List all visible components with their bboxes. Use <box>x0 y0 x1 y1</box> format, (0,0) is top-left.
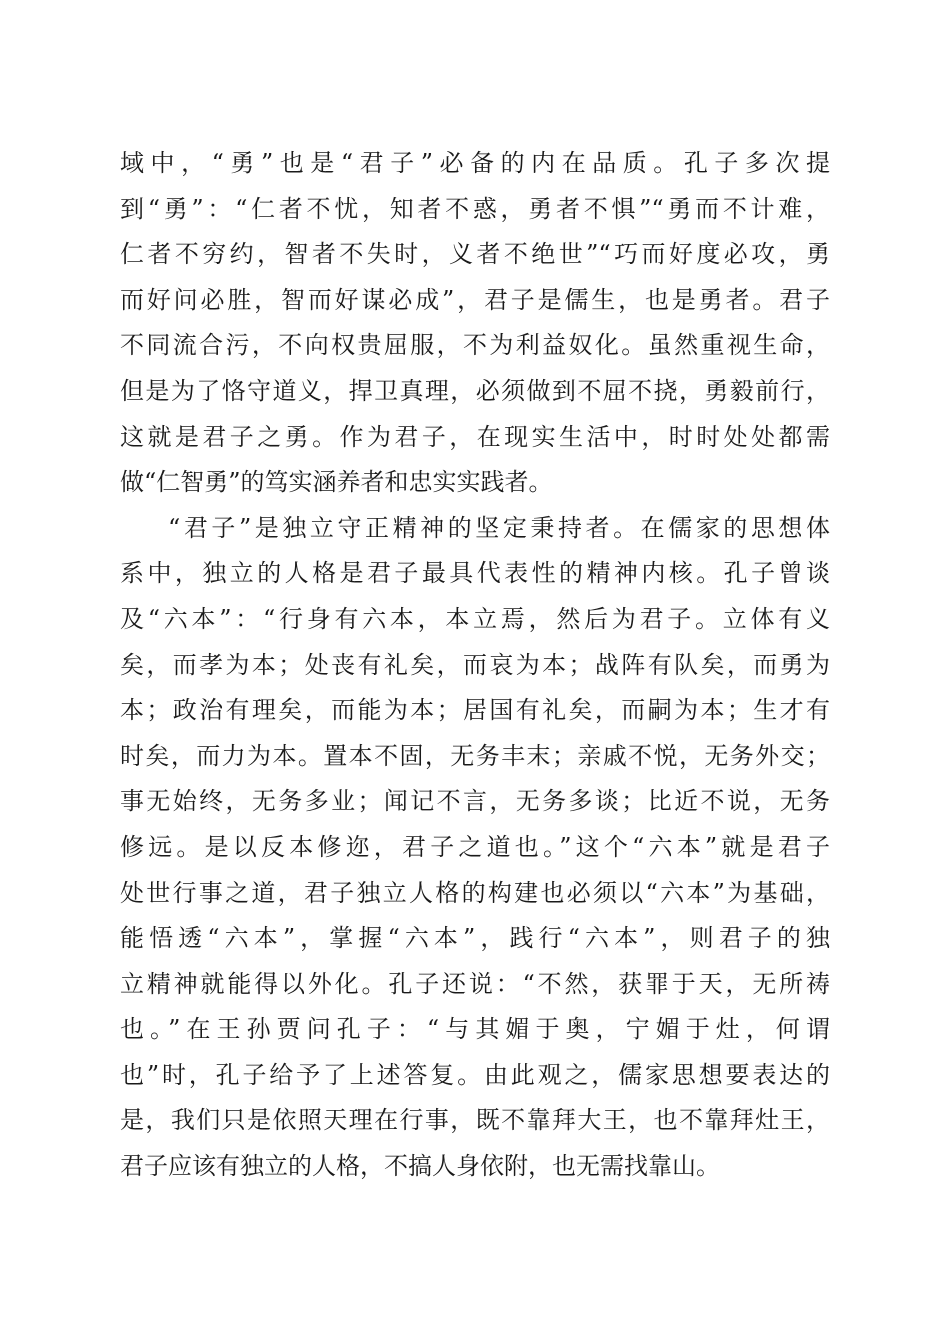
text-line: 做“仁智勇”的笃实涵养者和忠实实践者。 <box>120 468 553 497</box>
text-line: 处世行事之道，君子独立人格的构建也必须以“六本”为基础， <box>120 878 830 907</box>
text-line: “君子”是独立守正精神的坚定秉持者。在儒家的思想体 <box>168 513 830 542</box>
text-line: 立精神就能得以外化。孔子还说：“不然，获罪于天，无所祷 <box>120 969 830 998</box>
body-text <box>120 141 830 1190</box>
paragraph-courage <box>120 141 830 506</box>
text-line: 君子应该有独立的人格，不搞人身依附，也无需找靠山。 <box>120 1152 720 1181</box>
text-line: 但是为了恪守道义，捍卫真理，必须做到不屈不挠，勇毅前行， <box>120 376 830 405</box>
paragraph-independence <box>120 506 830 1190</box>
text-line: 是，我们只是依照天理在行事，既不靠拜大王，也不靠拜灶王， <box>120 1106 830 1135</box>
text-line: 时矣，而力为本。置本不固，无务丰末；亲戚不悦，无务外交； <box>120 741 830 770</box>
text-line: 修远。是以反本修迩，君子之道也。”这个“六本”就是君子 <box>120 832 830 861</box>
text-line: 而好问必胜，智而好谋必成”，君子是儒生，也是勇者。君子 <box>120 285 830 314</box>
text-line: 及“六本”：“行身有六本，本立焉，然后为君子。立体有义 <box>120 604 830 633</box>
text-line: 到“勇”：“仁者不忧，知者不惑，勇者不惧”“勇而不计难， <box>120 194 830 223</box>
text-line: 能悟透“六本”，掌握“六本”，践行“六本”，则君子的独 <box>120 924 830 953</box>
text-line: 事无始终，无务多业；闻记不言，无务多谈；比近不说，无务 <box>120 787 830 816</box>
text-line: 也”时，孔子给予了上述答复。由此观之，儒家思想要表达的 <box>120 1060 830 1089</box>
text-line: 域中，“勇”也是“君子”必备的内在品质。孔子多次提 <box>120 149 830 177</box>
text-line: 仁者不穷约，智者不失时，义者不绝世”“巧而好度必攻，勇 <box>120 240 830 269</box>
text-line: 不同流合污，不向权贵屈服，不为利益奴化。虽然重视生命， <box>120 331 830 360</box>
text-line: 这就是君子之勇。作为君子，在现实生活中，时时处处都需 <box>120 422 830 451</box>
text-line: 本；政治有理矣，而能为本；居国有礼矣，而嗣为本；生才有 <box>120 696 830 725</box>
text-line: 矣，而孝为本；处丧有礼矣，而哀为本；战阵有队矣，而勇为 <box>120 650 830 679</box>
text-line: 也。”在王孙贾问孔子：“与其媚于奥，宁媚于灶，何谓 <box>120 1015 830 1044</box>
text-line: 系中，独立的人格是君子最具代表性的精神内核。孔子曾谈 <box>120 559 830 588</box>
